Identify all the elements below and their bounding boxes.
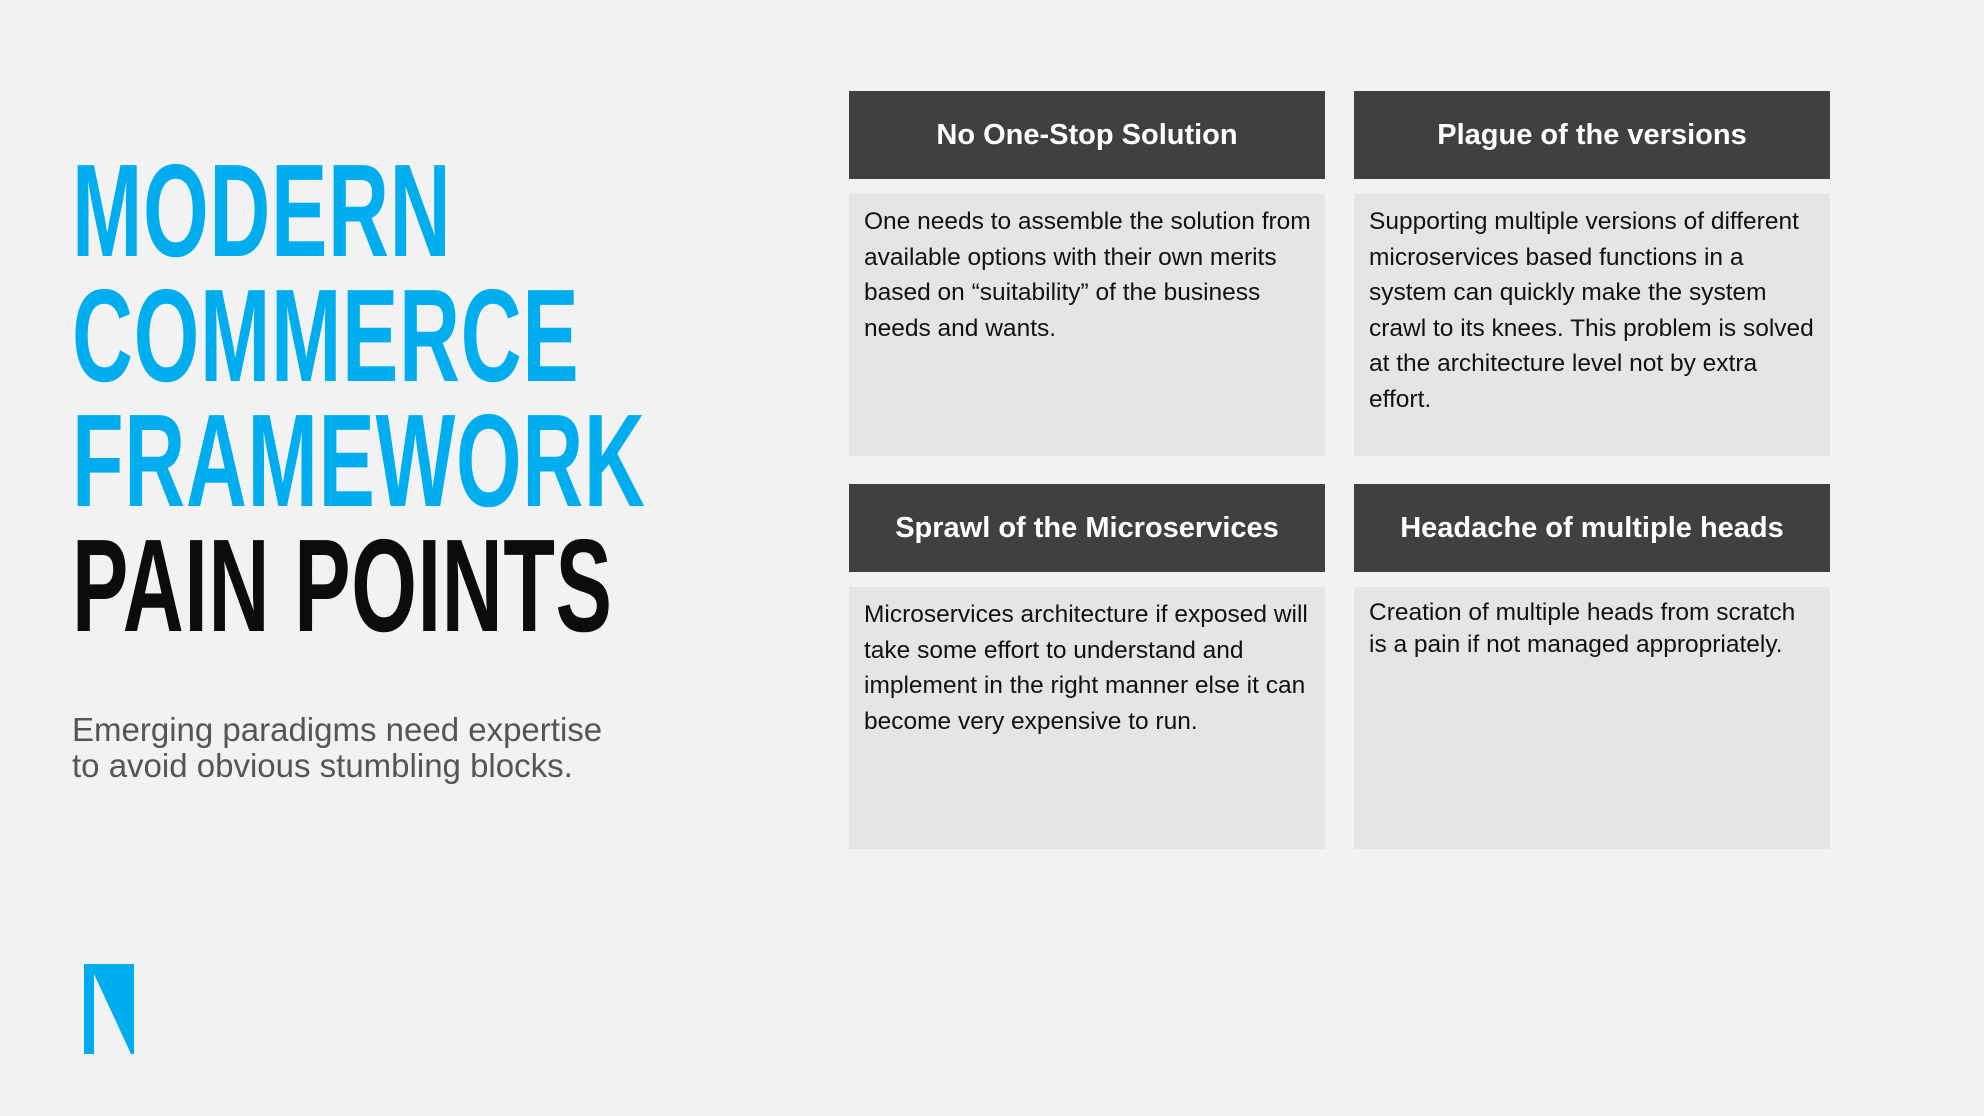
title-line-commerce: COMMERCE xyxy=(72,262,580,409)
card-header-headache-of-multiple-heads: Headache of multiple heads xyxy=(1354,484,1830,572)
card-header-no-one-stop-solution: No One-Stop Solution xyxy=(849,91,1325,179)
card-body-sprawl-of-microservices: Microservices architecture if exposed will take some effort to understand and implement in the right manner else it can become very expensive to run. xyxy=(849,587,1325,849)
subtitle xyxy=(72,712,712,784)
title-line-framework: FRAMEWORK xyxy=(72,387,646,534)
card-header-plague-of-versions: Plague of the versions xyxy=(1354,91,1830,179)
page-title xyxy=(72,137,646,659)
subtitle-line-1: Emerging paradigms need expertise xyxy=(72,711,603,748)
card-header-sprawl-of-microservices: Sprawl of the Microservices xyxy=(849,484,1325,572)
brand-n-logo-icon xyxy=(84,964,134,1054)
title-line-pain-points: PAIN POINTS xyxy=(72,512,613,659)
card-body-no-one-stop-solution: One needs to assemble the solution from available options with their own merits based on “suitability” of the business needs and wants. xyxy=(849,194,1325,456)
card-body-headache-of-multiple-heads: Creation of multiple heads from scratch is a pain if not managed appropriately. xyxy=(1354,587,1830,849)
title-line-modern: MODERN xyxy=(72,137,452,284)
subtitle-line-2: to avoid obvious stumbling blocks. xyxy=(72,747,573,784)
card-body-plague-of-versions: Supporting multiple versions of different microservices based functions in a system can quickly make the system crawl to its knees. This problem is solved at the architecture level not by extra effort. xyxy=(1354,194,1830,456)
